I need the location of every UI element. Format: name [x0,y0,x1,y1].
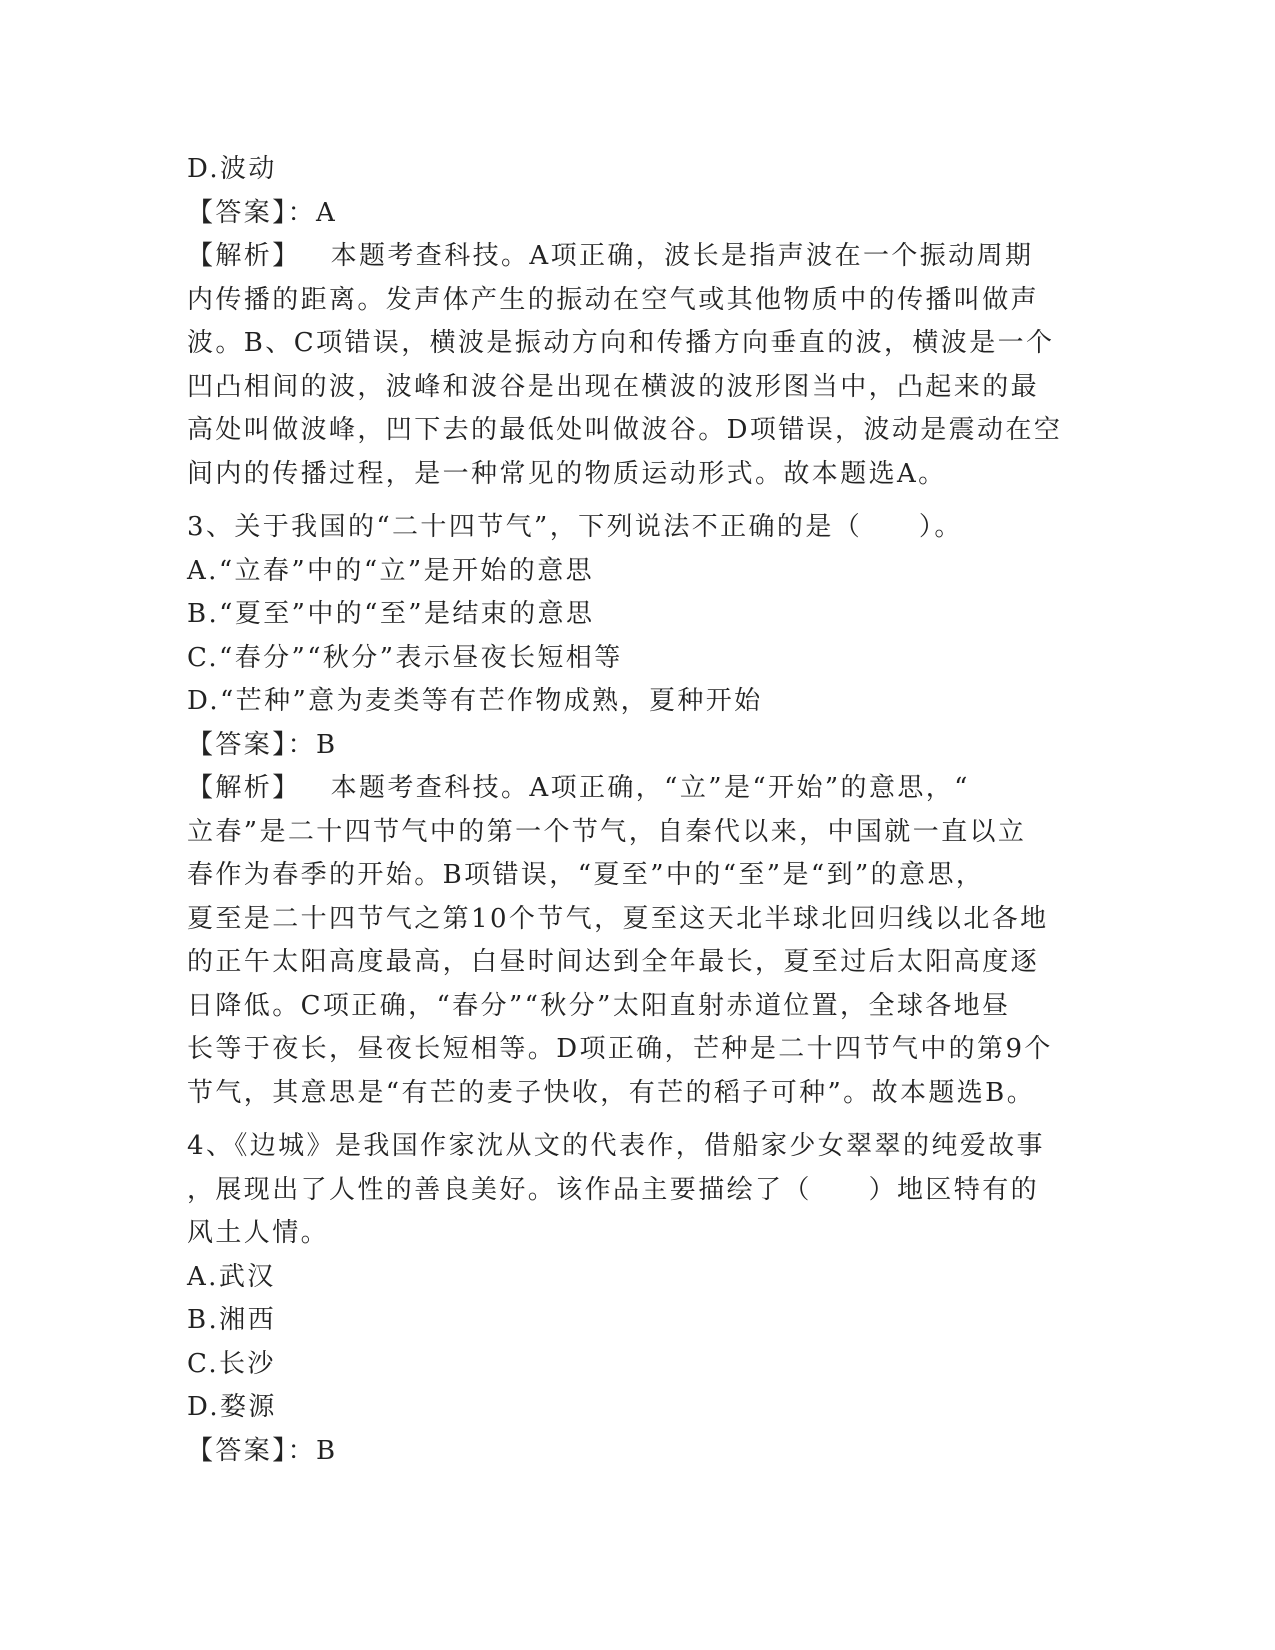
q3-analysis-line-2: 立春”是二十四节气中的第一个节气，自秦代以来，中国就一直以立 [187,816,1027,847]
q4-option-b: B.湘西 [187,1305,276,1335]
q3-question: 3、关于我国的“二十四节气”，下列说法不正确的是（ ）。 [187,512,963,542]
q3-option-c: C.“春分”“秋分”表示昼夜长短相等 [187,642,623,673]
q4-option-a: A.武汉 [187,1261,276,1292]
document-content [187,148,1087,1473]
q3-analysis-line-6: 日降低。C项正确，“春分”“秋分”太阳直射赤道位置，全球各地昼 [187,990,1011,1021]
q3-option-a: A.“立春”中的“立”是开始的意思 [187,555,595,586]
q4-question-line-1: 4、《边城》是我国作家沈从文的代表作，借船家少女翠翠的纯爱故事 [187,1131,1045,1161]
prev-analysis-text-1: 本题考查科技。A项正确，波长是指声波在一个振动周期 [330,241,1034,271]
q3-analysis-line-5: 的正午太阳高度最高，白昼时间达到全年最长，夏至过后太阳高度逐 [187,947,1040,977]
q3-analysis-line-3: 春作为春季的开始。B项错误，“夏至”中的“至”是“到”的意思， [187,860,985,890]
q4-question-line-3: 风土人情。 [187,1218,330,1248]
q4-option-d: D.婺源 [187,1392,277,1422]
q3-analysis-line-8: 节气，其意思是“有芒的麦子快收，有芒的稻子可种”。故本题选B。 [187,1077,1036,1108]
q4-answer: 【答案】：B [187,1435,338,1466]
q3-option-b: B.“夏至”中的“至”是结束的意思 [187,599,595,629]
prev-analysis-line-5: 高处叫做波峰，凹下去的最低处叫做波谷。D项错误，波动是震动在空 [187,415,1063,445]
q3-analysis-line-1 [187,767,1087,811]
prev-analysis-label: 【解析】 [187,241,301,271]
prev-analysis-line-2: 内传播的距离。发声体产生的振动在空气或其他物质中的传播叫做声 [187,284,1040,315]
prev-answer: 【答案】：A [187,197,338,228]
q3-analysis-line-4: 夏至是二十四节气之第10个节气，夏至这天北半球北回归线以北各地 [187,903,1049,934]
prev-option-d: D.波动 [187,154,277,184]
q3-analysis-line-7: 长等于夜长，昼夜长短相等。D项正确，芒种是二十四节气中的第9个 [187,1034,1053,1064]
q3-analysis-label: 【解析】 [187,773,301,803]
prev-analysis-line-4: 凹凸相间的波，波峰和波谷是出现在横波的波形图当中，凸起来的最 [187,371,1040,402]
prev-analysis-line-3: 波。B、C项错误，横波是振动方向和传播方向垂直的波，横波是一个 [187,328,1055,358]
prev-analysis-line-1 [187,235,1087,279]
q3-analysis-text-1: 本题考查科技。A项正确，“立”是“开始”的意思，“ [330,773,970,803]
q3-answer: 【答案】：B [187,729,338,760]
q4-option-c: C.长沙 [187,1348,276,1379]
q4-question-line-2: ，展现出了人性的善良美好。该作品主要描绘了（ ）地区特有的 [187,1174,1040,1205]
prev-analysis-line-6: 间内的传播过程，是一种常见的物质运动形式。故本题选A。 [187,458,947,489]
q3-option-d: D.“芒种”意为麦类等有芒作物成熟，夏种开始 [187,686,763,716]
